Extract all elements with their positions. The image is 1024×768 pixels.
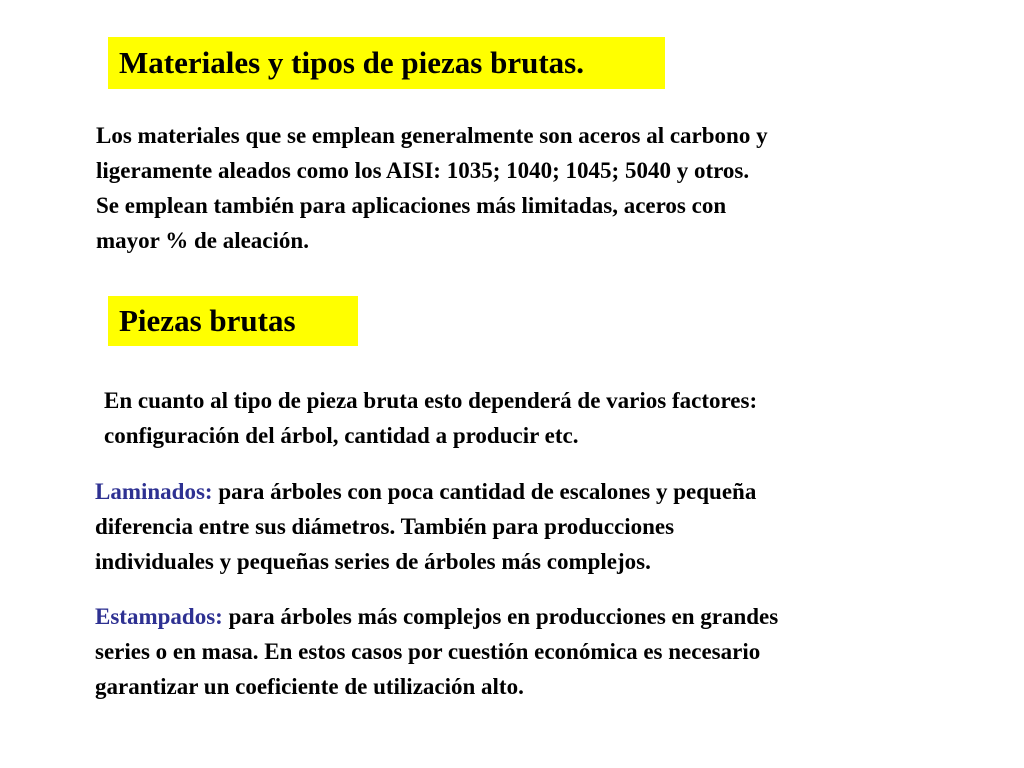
estampados-line-2: series o en masa. En estos casos por cuestión económica es necesario	[95, 639, 761, 664]
materials-title	[108, 37, 665, 89]
estampados-line-1	[95, 599, 778, 634]
materials-paragraph	[96, 118, 768, 258]
piezas-intro-line-2: configuración del árbol, cantidad a producir etc.	[104, 423, 579, 448]
estampados-paragraph	[95, 599, 778, 704]
laminados-line-1-text: para árboles con poca cantidad de escalones y pequeña	[212, 479, 757, 504]
laminados-paragraph	[95, 474, 756, 579]
piezas-brutas-title-text: Piezas brutas	[119, 303, 296, 338]
piezas-intro-paragraph	[104, 383, 757, 453]
laminados-line-1	[95, 474, 756, 509]
estampados-line-3: garantizar un coeficiente de utilización alto.	[95, 674, 524, 699]
materials-line-2: ligeramente aleados como los AISI: 1035; 1040; 1045; 5040 y otros.	[96, 158, 750, 183]
laminados-term: Laminados:	[95, 479, 213, 504]
laminados-line-2: diferencia entre sus diámetros. También para producciones	[95, 514, 675, 539]
estampados-term: Estampados:	[95, 604, 223, 629]
materials-title-text: Materiales y tipos de piezas brutas.	[119, 45, 584, 80]
piezas-brutas-title	[108, 296, 358, 346]
piezas-intro-line-1: En cuanto al tipo de pieza bruta esto dependerá de varios factores:	[104, 388, 758, 413]
laminados-line-3: individuales y pequeñas series de árboles más complejos.	[95, 549, 651, 574]
materials-line-1: Los materiales que se emplean generalmente son aceros al carbono y	[96, 123, 768, 148]
estampados-line-1-text: para árboles más complejos en producciones en grandes	[222, 604, 779, 629]
materials-line-3: Se emplean también para aplicaciones más limitadas, aceros con	[96, 193, 727, 218]
materials-line-4: mayor % de aleación.	[96, 228, 309, 253]
